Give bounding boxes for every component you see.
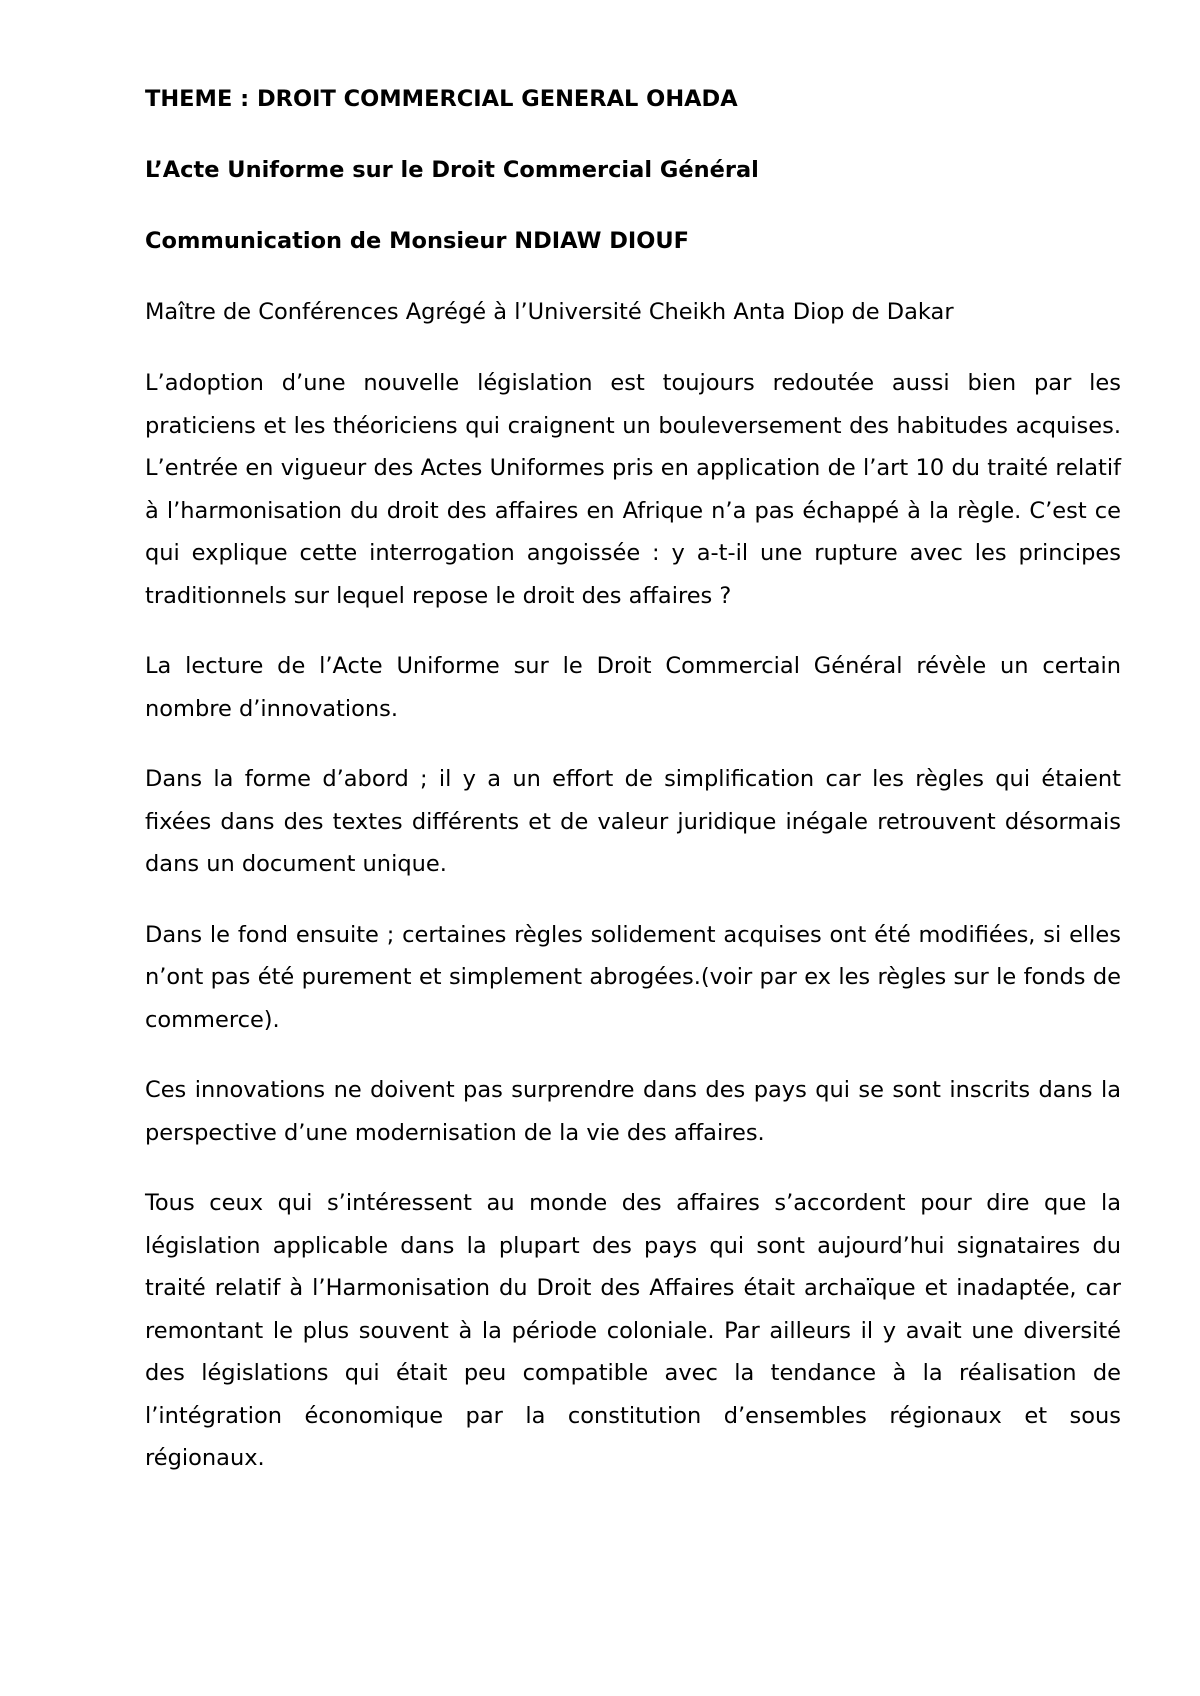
paragraph-5: Ces innovations ne doivent pas surprendre dans des pays qui se sont inscrits dans la perspective d’une modernisation de la vie des affaires. <box>145 1077 1121 1146</box>
document-body <box>145 78 1121 1508</box>
paragraph-6: Tous ceux qui s’intéressent au monde des affaires s’accordent pour dire que la législation applicable dans la plupart des pays qui sont aujourd’hui signataires du traité relatif à l’Harmonisation du Droit des Affaires était archaïque et inadaptée, car remontant le plus souvent à la période coloniale. Par ailleurs il y avait une diversité des législations qui était peu compatible avec la tendance à la réalisation de l’intégration économique par la constitution d’ensembles régionaux et sous régionaux. <box>145 1190 1121 1471</box>
document-theme: THEME : DROIT COMMERCIAL GENERAL OHADA <box>145 86 738 112</box>
author-position: Maître de Conférences Agrégé à l’Université Cheikh Anta Diop de Dakar <box>145 299 954 325</box>
paragraph-3: Dans la forme d’abord ; il y a un effort de simplification car les règles qui étaient fixées dans des textes différents et de valeur juridique inégale retrouvent désormais dans un document unique. <box>145 766 1121 877</box>
paragraph-2: La lecture de l’Acte Uniforme sur le Droit Commercial Général révèle un certain nombre d’innovations. <box>145 653 1121 722</box>
paragraph-4: Dans le fond ensuite ; certaines règles solidement acquises ont été modifiées, si elles n’ont pas été purement et simplement abrogées.(voir par ex les règles sur le fonds de commerce). <box>145 921 1121 1033</box>
paragraph-1: L’adoption d’une nouvelle législation est toujours redoutée aussi bien par les praticiens et les théoriciens qui craignent un bouleversement des habitudes acquises. L’entrée en vigueur des Actes Uniformes pris en application de l’art 10 du traité relatif à l’harmonisation du droit des affaires en Afrique n’a pas échappé à la règle. C’est ce qui explique cette interrogation angoissée : y a-t-il une rupture avec les principes traditionnels sur lequel repose le droit des affaires ? <box>145 370 1121 609</box>
document-title: L’Acte Uniforme sur le Droit Commercial Général <box>145 157 759 183</box>
author-line: Communication de Monsieur NDIAW DIOUF <box>145 228 690 254</box>
